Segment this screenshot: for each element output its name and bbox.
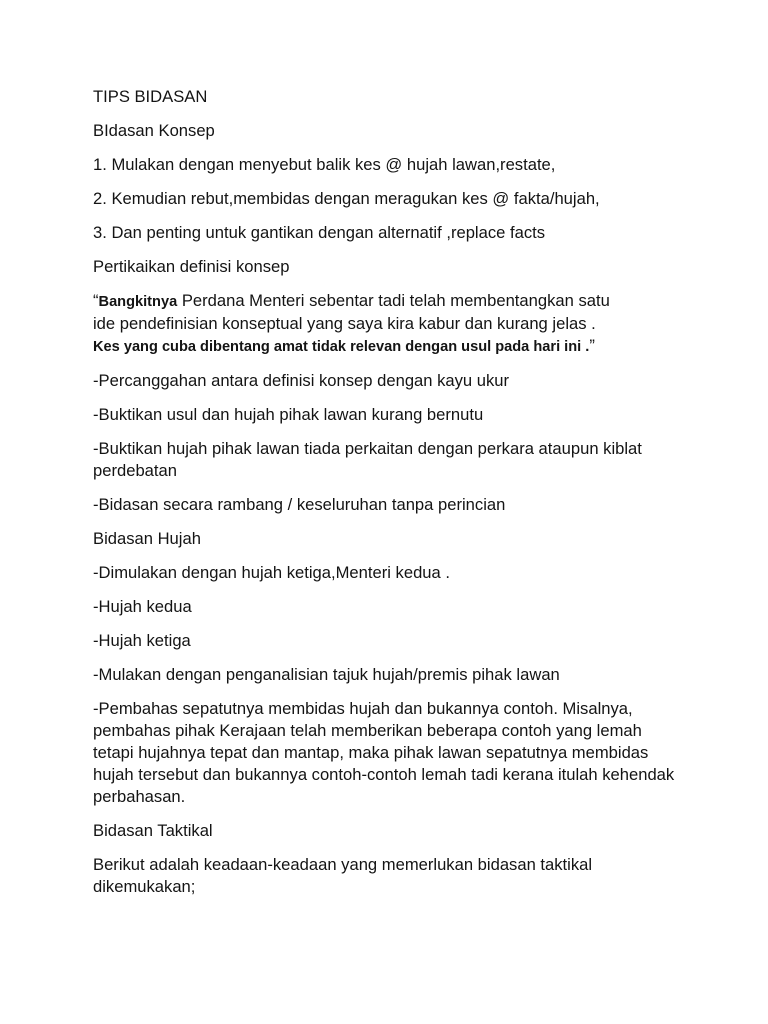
quote-line-3: Kes yang cuba dibentang amat tidak relevan dengan usul pada hari ini . [93,339,590,355]
hujah-point: -Mulakan dengan penganalisian tajuk hujah/premis pihak lawan [93,665,560,684]
document-page [93,86,693,910]
quote-line-1 [93,290,693,313]
quote-bold-word: Bangkitnya [98,294,178,310]
pertikaikan-heading: Pertikaikan definisi konsep [93,257,290,276]
konsep-point: -Bidasan secara rambang / keseluruhan tanpa perincian [93,495,506,514]
quote-line-2: ide pendefinisian konseptual yang saya kira kabur dan kurang jelas . [93,314,596,333]
hujah-point: -Hujah ketiga [93,631,191,650]
konsep-item: 1. Mulakan dengan menyebut balik kes @ hujah lawan,restate, [93,155,556,174]
taktikal-intro: Berikut adalah keadaan-keadaan yang memerlukan bidasan taktikal dikemukakan; [93,855,593,896]
konsep-item: 3. Dan penting untuk gantikan dengan alternatif ,replace facts [93,223,546,242]
hujah-point: -Pembahas sepatutnya membidas hujah dan bukannya contoh. Misalnya, pembahas pihak Kerajaan telah memberikan beberapa contoh yang lemah tetapi hujahnya tepat dan mantap, maka pihak lawan sepatutnya membidas hujah tersebut dan bukannya contoh-contoh lemah tadi kerana itulah kehendak perbahasan. [93,699,675,806]
konsep-item: 2. Kemudian rebut,membidas dengan meragukan kes @ fakta/hujah, [93,189,600,208]
quote-close-mark: ” [589,336,595,355]
section-heading-hujah: Bidasan Hujah [93,529,201,548]
konsep-point: -Percanggahan antara definisi konsep dengan kayu ukur [93,371,510,390]
quote-line-3-wrap [93,335,693,358]
section-heading-konsep: BIdasan Konsep [93,121,215,140]
quote-open-mark: “ [93,291,99,310]
konsep-point: -Buktikan usul dan hujah pihak lawan kurang bernutu [93,405,484,424]
hujah-point: -Hujah kedua [93,597,192,616]
konsep-point: -Buktikan hujah pihak lawan tiada perkaitan dengan perkara ataupun kiblat perdebatan [93,439,642,480]
section-heading-taktikal: Bidasan Taktikal [93,821,213,840]
hujah-point: -Dimulakan dengan hujah ketiga,Menteri kedua . [93,563,450,582]
document-title: TIPS BIDASAN [93,87,208,106]
quote-block [93,290,693,358]
quote-line-1-rest: Perdana Menteri sebentar tadi telah membentangkan satu [177,291,610,310]
